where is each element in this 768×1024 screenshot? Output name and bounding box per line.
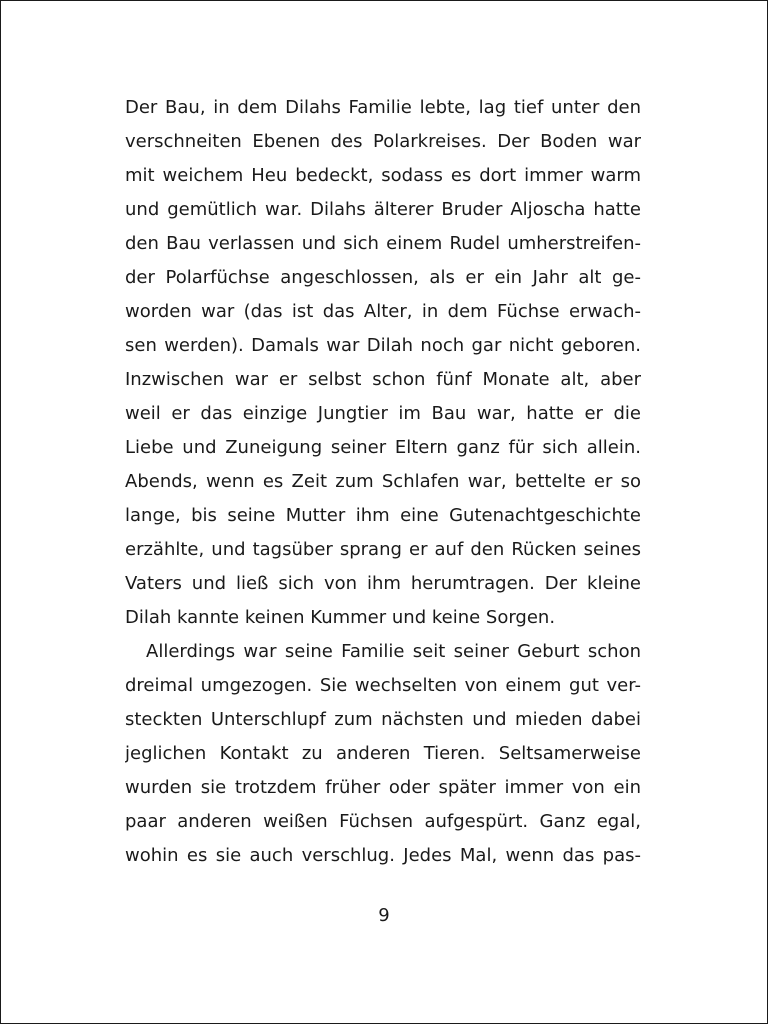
text-line: den Bau verlassen und sich einem Rudel umherstreifen- bbox=[125, 233, 641, 254]
text-line: steckten Unterschlupf zum nächsten und mieden dabei bbox=[125, 709, 641, 730]
text-line: wurden sie trotzdem früher oder später immer von ein bbox=[125, 777, 641, 798]
text-line: Allerdings war seine Familie seit seiner Geburt schon bbox=[146, 641, 641, 662]
text-line: wohin es sie auch verschlug. Jedes Mal, wenn das pas- bbox=[125, 845, 641, 866]
text-line: Inzwischen war er selbst schon fünf Monate alt, aber bbox=[125, 369, 641, 390]
text-line: und gemütlich war. Dilahs älterer Bruder Aljoscha hatte bbox=[125, 199, 641, 220]
text-line: Liebe und Zuneigung seiner Eltern ganz für sich allein. bbox=[125, 437, 641, 458]
page-number: 9 bbox=[378, 905, 390, 926]
text-line: lange, bis seine Mutter ihm eine Gutenachtgeschichte bbox=[125, 505, 641, 526]
text-line: sen werden). Damals war Dilah noch gar nicht geboren. bbox=[125, 335, 641, 356]
body-text bbox=[125, 91, 641, 873]
text-line: dreimal umgezogen. Sie wechselten von einem gut ver- bbox=[125, 675, 641, 696]
text-line: erzählte, und tagsüber sprang er auf den Rücken seines bbox=[125, 539, 641, 560]
text-line: paar anderen weißen Füchsen aufgespürt. Ganz egal, bbox=[125, 811, 641, 832]
text-line: der Polarfüchse angeschlossen, als er ein Jahr alt ge- bbox=[125, 267, 641, 288]
text-line: Der Bau, in dem Dilahs Familie lebte, lag tief unter den bbox=[125, 97, 641, 118]
text-line: Abends, wenn es Zeit zum Schlafen war, bettelte er so bbox=[125, 471, 641, 492]
text-line: Vaters und ließ sich von ihm herumtragen. Der kleine bbox=[125, 573, 641, 594]
text-line: worden war (das ist das Alter, in dem Füchse erwach- bbox=[125, 301, 641, 322]
text-line: mit weichem Heu bedeckt, sodass es dort immer warm bbox=[125, 165, 641, 186]
paragraph-1 bbox=[125, 91, 641, 635]
text-line: verschneiten Ebenen des Polarkreises. Der Boden war bbox=[125, 131, 641, 152]
text-line: Dilah kannte keinen Kummer und keine Sorgen. bbox=[125, 607, 556, 628]
paragraph-2 bbox=[125, 635, 641, 873]
text-line: weil er das einzige Jungtier im Bau war, hatte er die bbox=[125, 403, 641, 424]
text-line: jeglichen Kontakt zu anderen Tieren. Seltsamerweise bbox=[125, 743, 641, 764]
